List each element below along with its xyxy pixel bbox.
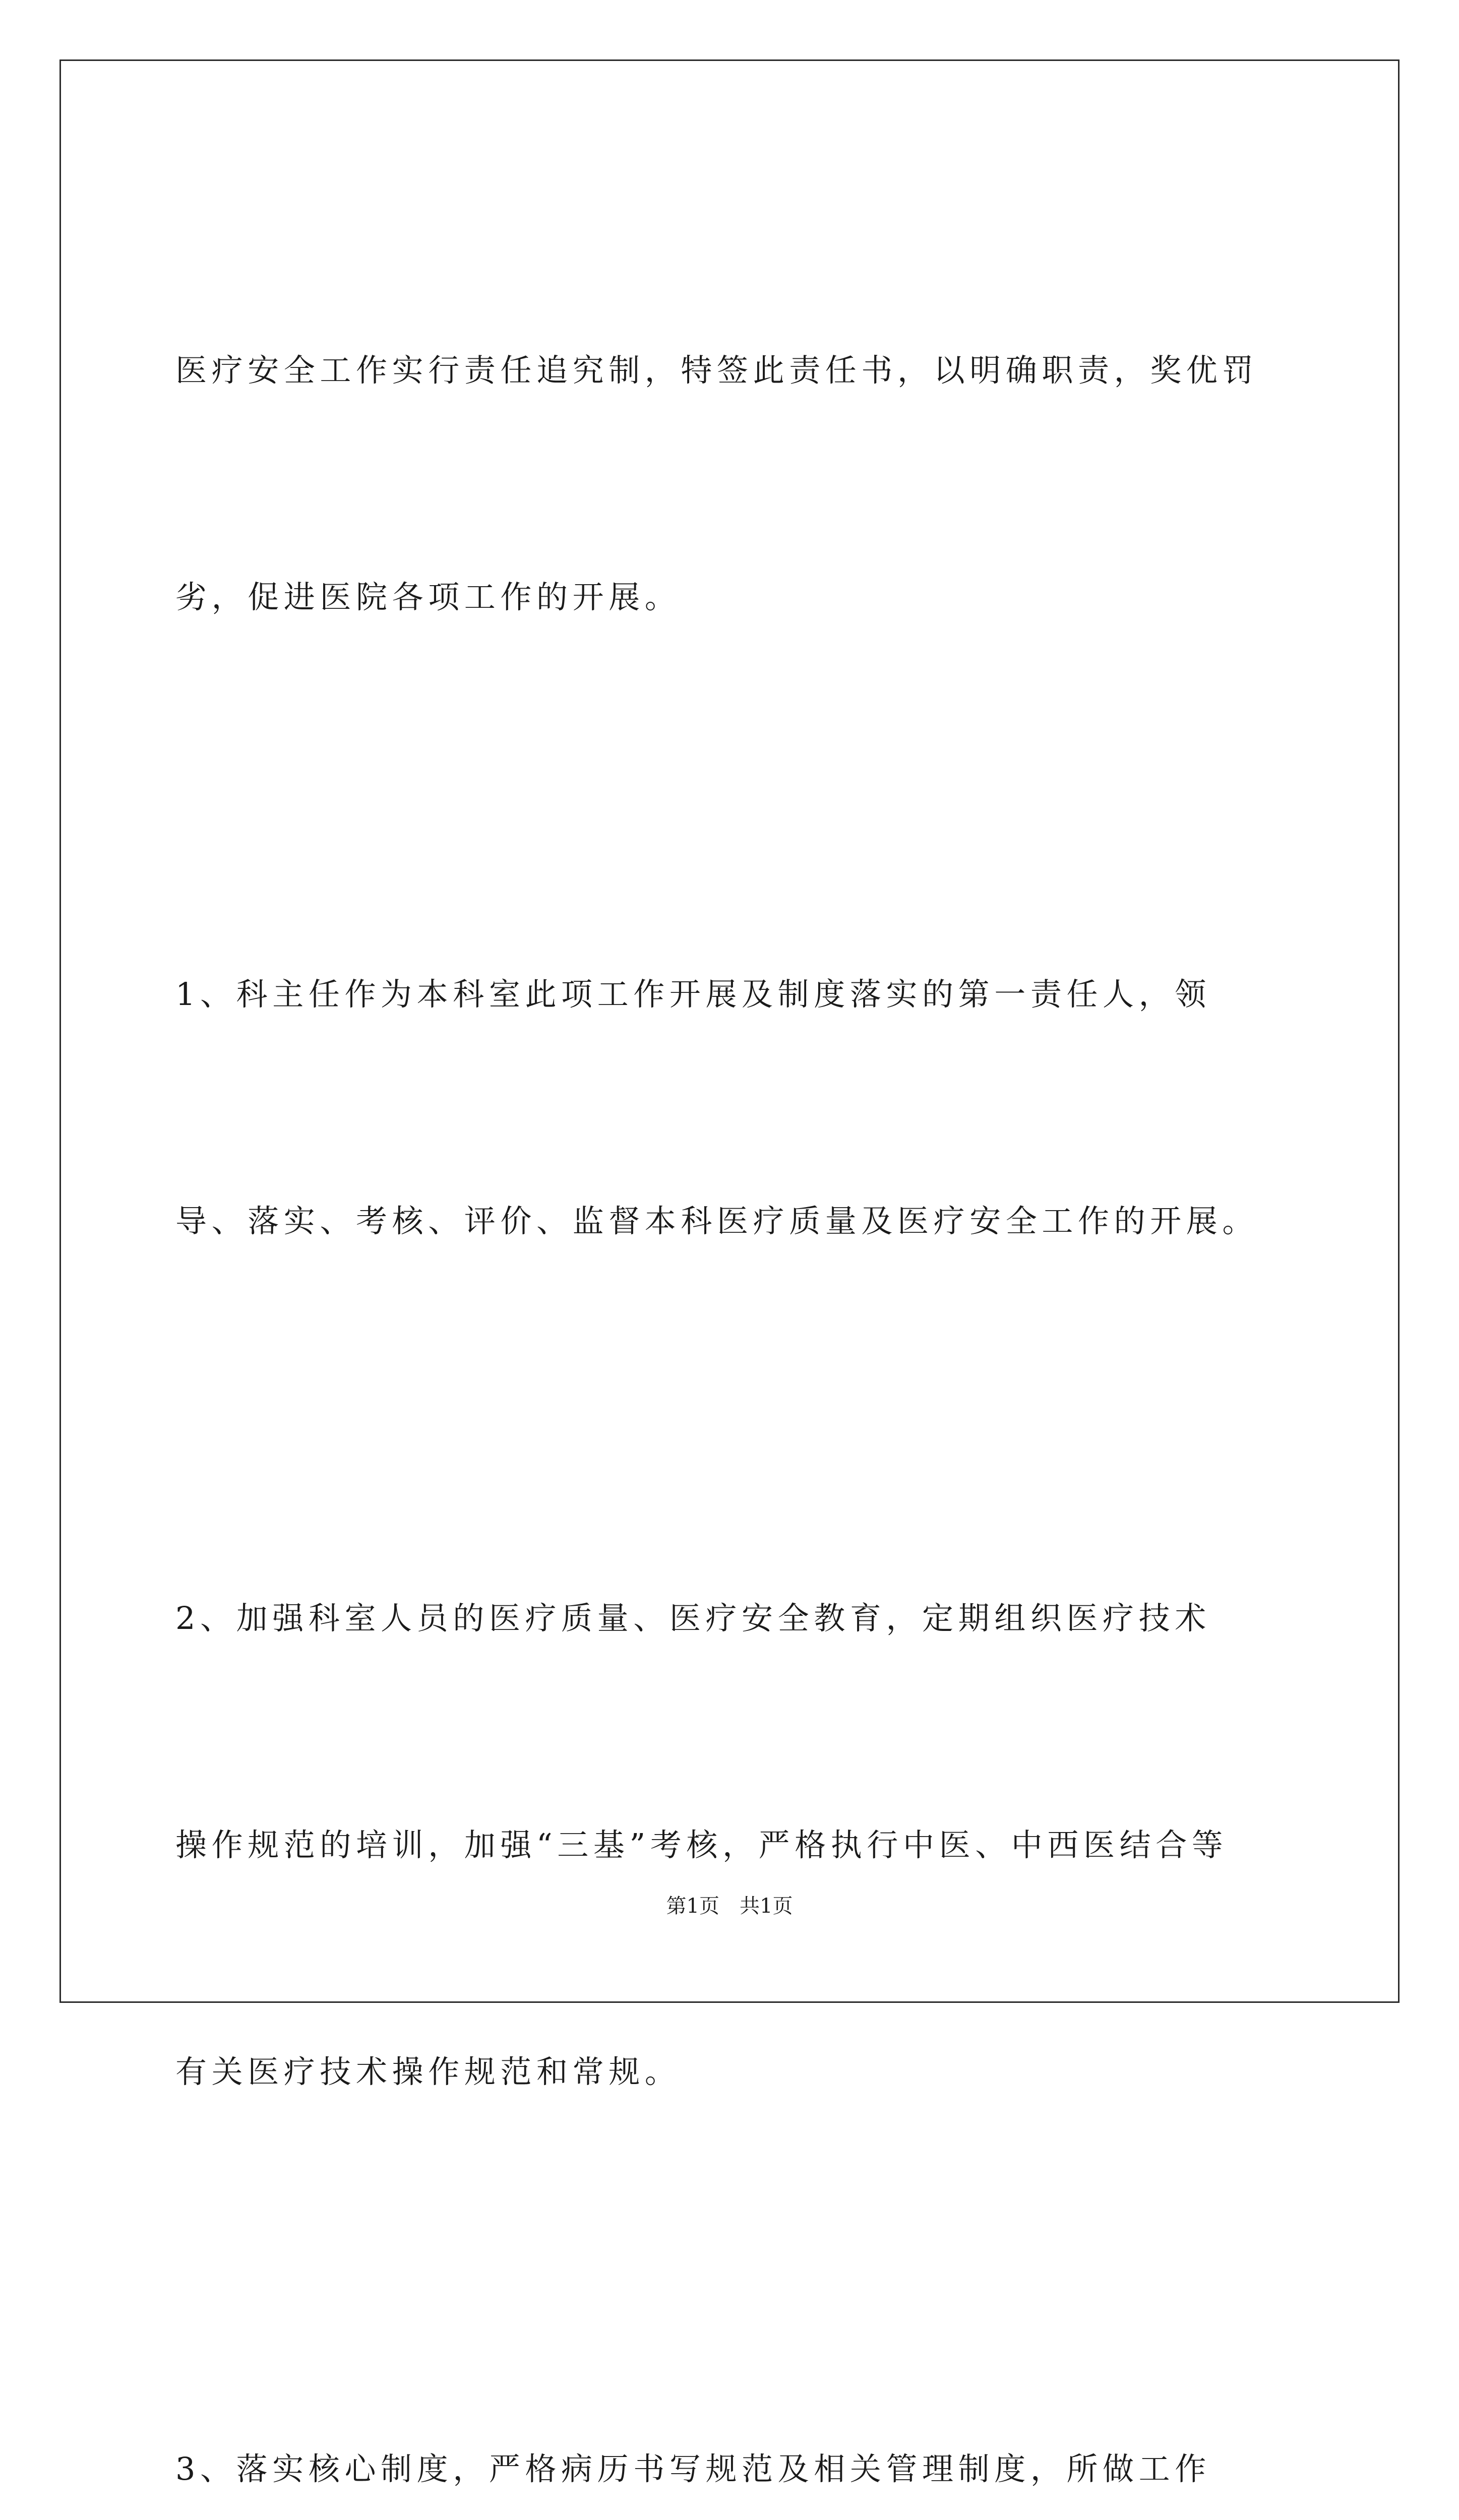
text-line: 1、科主任作为本科室此项工作开展及制度落实的第一责任人，领 <box>175 976 1211 1013</box>
page-number-total: 共1页 <box>740 1895 793 1918</box>
text-line: 劣，促进医院各项工作的开展。 <box>175 579 681 615</box>
page-footer <box>0 1891 1459 1921</box>
text-line: 2、加强科室人员的医疗质量、医疗安全教育，定期组织医疗技术 <box>175 1600 1211 1636</box>
document-body <box>175 181 1285 2520</box>
text-line: 导、落实、考核、评价、监督本科医疗质量及医疗安全工作的开展。 <box>175 1203 1259 1239</box>
paragraph-item-1 <box>175 805 1285 1410</box>
text-line: 医疗安全工作实行责任追究制，特签此责任书，以明确职责，奖优罚 <box>175 352 1259 389</box>
paragraph-item-3 <box>175 2280 1285 2520</box>
text-line: 操作规范的培训，加强“三基”考核，严格执行中医、中西医结合等 <box>175 1826 1228 1863</box>
page-number-current: 第1页 <box>666 1895 719 1918</box>
paragraph-intro <box>175 181 1285 786</box>
text-line: 有关医疗技术操作规范和常规。 <box>175 2053 681 2090</box>
text-line: 3、落实核心制度，严格病历书写规范及相关管理制度，所做工作 <box>175 2450 1211 2487</box>
paragraph-item-2 <box>175 1429 1285 2261</box>
